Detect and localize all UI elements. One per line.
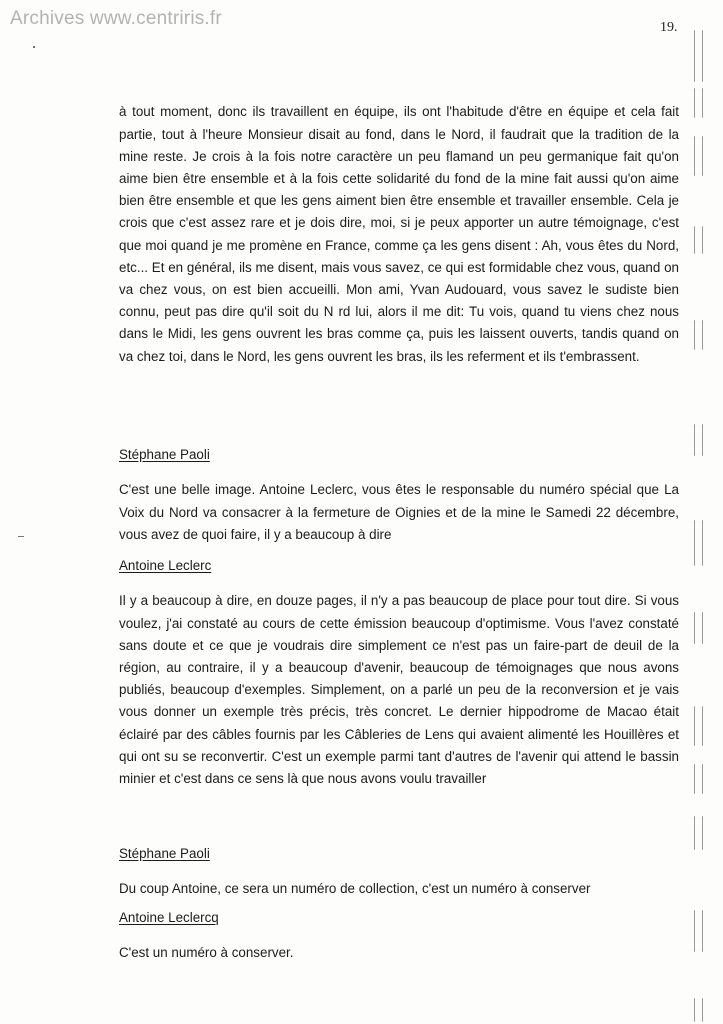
- speech-text: Il y a beaucoup à dire, en douze pages, il n'y a pas beaucoup de place pour tout dire. Si vous voulez, j'ai constaté au cours de cette émission beaucoup d'optimisme. Vous l'avez constaté sans doute et ce que je voudrais dire simplement ce n'est pas un faire-part de deuil de la région, au contraire, il y a beaucoup d'avenir, beaucoup de témoignages que nous avons publiés, beaucoup d'exemples. Simplement, on a parlé un peu de la reconversion et je vais vous donner un exemple très précis, très concret. Le dernier hippodrome de Macao était éclairé par des câbles fournis par les Câbleries de Lens qui avaient alimenté les Houillères et qui ont su se reconvertir. C'est un exemple parmi tant d'autres de l'avenir qui attend le bassin minier et c'est dans ce sens là que nous avons voulu travailler: [119, 593, 679, 787]
- binding-mark: [694, 226, 703, 254]
- continued-paragraph: [119, 88, 679, 381]
- speech-text: C'est un numéro à conserver.: [119, 945, 294, 961]
- paragraph-text: à tout moment, donc ils travaillent en équipe, ils ont l'habitude d'être en équipe et cela fait partie, tout à l'heure Monsieur disait au fond, dans le Nord, il faudrait que la tradition de la mine reste. Je crois à la fois notre caractère un peu flamand un peu germanique fait qu'on aime bien être ensemble et à la fois cette solidarité du fond de la mine fait aussi qu'on aime bien être ensemble et que les gens aiment bien être ensemble et travailler ensemble. Cela je crois que c'est assez rare et je dois dire, moi, si je peux apporter un autre témoignage, c'est que moi quand je me promène en France, comme ça les gens disent : Ah, vous êtes du Nord, etc... Et en général, ils me disent, mais vous savez, ce qui est formidable chez vous, quand on va chez vous, on est bien accueilli. Mon ami, Yvan Audouard, vous savez le sudiste bien connu, peut pas dire qu'il soit du N rd lui, alors il me dit: Tu vois, quand tu viens chez nous dans le Midi, les gens ouvrent les bras comme ça, puis les laissent ouverts, tandis quand on va chez toi, dans le Nord, les gens ouvrent les bras, ils les referment et ils t'embrassent.: [119, 104, 679, 364]
- speech-text: C'est une belle image. Antoine Leclerc, vous êtes le responsable du numéro spécial que La Voix du Nord va consacrer à la fermeture de Oignies et de la mine le Samedi 22 décembre, vous avez de quoi faire, il y a beaucoup à dire: [119, 482, 679, 542]
- binding-mark: [694, 30, 703, 82]
- binding-mark: [694, 520, 703, 566]
- binding-mark: [694, 998, 703, 1022]
- speaker-name: Stéphane Paoli: [119, 846, 210, 861]
- binding-mark: [694, 136, 703, 176]
- binding-mark: [694, 706, 703, 746]
- margin-binding-marks: [690, 0, 710, 1024]
- page-number: 19.: [660, 20, 678, 35]
- speech-text: Du coup Antoine, ce sera un numéro de collection, c'est un numéro à conserver: [119, 881, 591, 897]
- exchange-1: [119, 444, 679, 559]
- scan-speck: [18, 536, 24, 537]
- speaker-name: Antoine Leclerc: [119, 558, 212, 573]
- exchange-2: [119, 555, 679, 804]
- exchange-3: [119, 843, 679, 914]
- speaker-name: Antoine Leclercq: [119, 910, 219, 925]
- binding-mark: [694, 764, 703, 794]
- binding-mark: [694, 612, 703, 644]
- binding-mark: [694, 320, 703, 350]
- exchange-4: [119, 907, 679, 978]
- archive-watermark: Archives www.centriris.fr: [10, 8, 222, 29]
- binding-mark: [694, 910, 703, 952]
- binding-mark: [694, 816, 703, 850]
- binding-mark: [694, 424, 703, 456]
- speaker-name: Stéphane Paoli: [119, 447, 210, 462]
- scan-speck: [33, 46, 35, 48]
- binding-mark: [694, 88, 703, 118]
